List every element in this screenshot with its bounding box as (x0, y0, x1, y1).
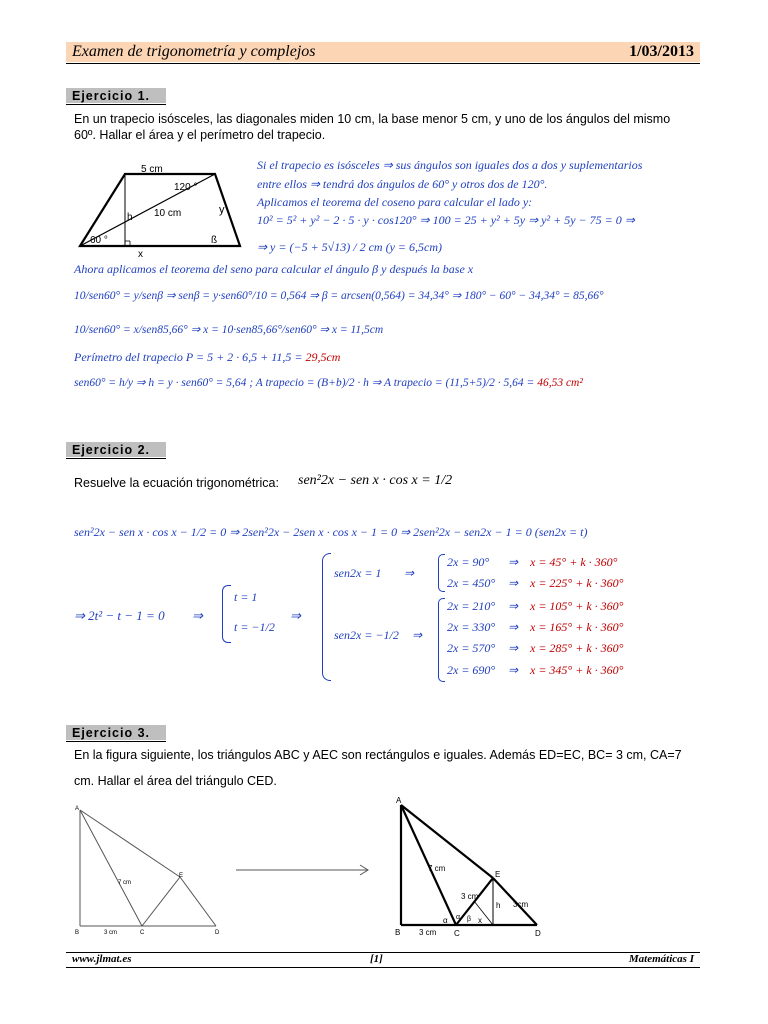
row-eq-2: 2x = 450° (447, 576, 496, 590)
page-header (66, 42, 700, 62)
fig-beta: ß (211, 235, 218, 246)
exercise-1-label: Ejercicio 1. (66, 88, 166, 103)
rows-brace-1 (438, 554, 445, 592)
footer-course: Matemáticas I (628, 953, 694, 965)
fig-top-label: 5 cm (141, 164, 163, 175)
area-result: 46,53 cm² (537, 377, 583, 389)
header-rule (66, 63, 700, 64)
fig-angle-60: 60 ° (90, 235, 108, 246)
exercise-3-label: Ejercicio 3. (66, 725, 166, 740)
area-formula: sen60° = h/y ⇒ h = y · sen60° = 5,64 ; A trapecio = (B+b)/2 · h ⇒ A trapecio = (11,5+5)/2 · 5,64 = (74, 377, 538, 389)
footer-page-number: [1] (370, 953, 383, 965)
right-label-alpha-2: α (456, 914, 461, 921)
exercise-3-line-1: En la figura siguiente, los triángulos ABC y AEC son rectángulos e iguales. Además ED=EC, BC= 3 cm, CA=7 (74, 748, 682, 762)
header-title: Examen de trigonometría y complejos (72, 43, 316, 60)
case-2-arrow: ⇒ (412, 628, 423, 642)
arrow-right-icon (234, 862, 374, 878)
right-label-ca: 7 cm (428, 864, 446, 873)
footer-site-link[interactable]: www.jlmat.es (72, 953, 132, 965)
trapezoid-figure (74, 158, 246, 258)
solution-1-line-3: Aplicamos el teorema del coseno para calcular el lado y: (257, 195, 533, 209)
t-brace (222, 585, 231, 643)
exercise-3-line-2: cm. Hallar el área del triángulo CED. (74, 774, 277, 788)
row-eq-5: 2x = 570° (447, 641, 496, 655)
right-label-alpha: α (443, 916, 448, 925)
row-eq-3: 2x = 210° (447, 599, 496, 613)
right-label-D: D (535, 929, 541, 937)
right-label-x: x (478, 916, 482, 925)
fig-diagonal-label: 10 cm (154, 208, 182, 219)
row-eq-6: 2x = 690° (447, 663, 496, 677)
right-label-A: A (396, 796, 402, 805)
case-1-arrow: ⇒ (404, 566, 415, 580)
implies-arrow: ⇒ (192, 608, 203, 623)
triangles-figure-left (72, 802, 232, 936)
row-sol-5: x = 285° + k · 360° (530, 641, 624, 655)
exercise-1-line-1: En un trapecio isósceles, las diagonales miden 10 cm, la base menor 5 cm, y uno de los ángulos del mismo (74, 112, 671, 126)
perimeter-result: 29,5cm (305, 350, 341, 364)
page-footer (66, 952, 700, 968)
left-label-E: E (179, 873, 184, 879)
solution-1-sine-law: 10/sen60° = y/senβ ⇒ senβ = y·sen60°/10 = 0,564 ⇒ β = arcsen(0,564) = 34,34° ⇒ 180° − 60° − 34,34° = 85,66° (74, 290, 604, 302)
implies-arrow-2: ⇒ (290, 608, 301, 623)
exercise-2-label: Ejercicio 2. (66, 442, 166, 457)
fig-base-x: x (138, 249, 143, 258)
exercise-2-statement: Resuelve la ecuación trigonométrica: (74, 476, 279, 490)
left-label-A: A (75, 806, 80, 812)
row-arrow-5: ⇒ (508, 641, 519, 655)
fig-height-h: h (127, 212, 133, 223)
t-root-1: t = 1 (234, 590, 258, 604)
row-sol-4: x = 165° + k · 360° (530, 620, 624, 634)
exercise-2-equation: sen²2x − sen x · cos x = 1/2 (298, 473, 453, 488)
case-1: sen2x = 1 (334, 566, 382, 580)
solution-1-line-2: entre ellos ⇒ tendrá dos ángulos de 60° y otros dos de 120°. (257, 177, 548, 191)
rows-brace-2 (438, 598, 445, 682)
row-arrow-3: ⇒ (508, 599, 519, 613)
solution-1-area (74, 375, 583, 389)
left-label-C: C (140, 930, 145, 936)
right-label-E: E (495, 870, 501, 879)
solution-1-y-value: ⇒ y = (−5 + 5√13) / 2 cm (y = 6,5cm) (257, 240, 442, 254)
row-arrow-6: ⇒ (508, 663, 519, 677)
solution-1-line-6: Ahora aplicamos el teorema del seno para calcular el ángulo β y después la base x (74, 262, 474, 276)
solution-2-line-1: sen²2x − sen x · cos x − 1/2 = 0 ⇒ 2sen²2x − 2sen x · cos x − 1 = 0 ⇒ 2sen²2x − sen2x − 1 = 0 (sen2x = t) (74, 525, 588, 539)
row-arrow-2: ⇒ (508, 576, 519, 590)
row-eq-4: 2x = 330° (447, 620, 496, 634)
case-2: sen2x = −1/2 (334, 628, 399, 642)
right-label-bc: 3 cm (419, 928, 437, 937)
right-label-h: h (496, 901, 501, 910)
right-label-B: B (395, 928, 401, 937)
row-arrow-1: ⇒ (508, 555, 519, 569)
row-arrow-4: ⇒ (508, 620, 519, 634)
row-sol-6: x = 345° + k · 360° (530, 663, 624, 677)
left-label-D: D (215, 930, 220, 936)
t-root-2: t = −1/2 (234, 620, 275, 634)
left-label-bc: 3 cm (104, 930, 118, 936)
row-sol-2: x = 225° + k · 360° (530, 576, 624, 590)
right-label-ed: 3cm (513, 900, 529, 909)
solution-2-quadratic: ⇒ 2t² − t − 1 = 0 (74, 608, 165, 623)
solution-1-perimeter (74, 350, 340, 365)
right-label-C: C (454, 929, 460, 937)
solution-1-line-1: Si el trapecio es isósceles ⇒ sus ángulos son iguales dos a dos y suplementarios (257, 158, 643, 172)
exercise-1-line-2: 60º. Hallar el área y el perímetro del trapecio. (74, 128, 326, 142)
solution-1-base-x: 10/sen60° = x/sen85,66° ⇒ x = 10·sen85,66°/sen60° ⇒ x = 11,5cm (74, 324, 384, 336)
row-sol-3: x = 105° + k · 360° (530, 599, 624, 613)
fig-side-y: y (219, 204, 225, 216)
fig-angle-120: 120 ° (174, 182, 198, 193)
left-label-B: B (75, 930, 80, 936)
row-sol-1: x = 45° + k · 360° (530, 555, 618, 569)
right-label-ce: 3 cm (461, 892, 479, 901)
right-label-beta: β (467, 916, 472, 923)
triangles-figure-right (392, 795, 542, 937)
header-date: 1/03/2013 (629, 43, 694, 60)
cases-brace (322, 553, 331, 681)
row-eq-1: 2x = 90° (447, 555, 490, 569)
perimeter-formula: Perímetro del trapecio P = 5 + 2 · 6,5 + 11,5 = (74, 350, 306, 364)
left-label-ca: 7 cm (118, 880, 132, 886)
solution-1-cosine-law: 10² = 5² + y² − 2 · 5 · y · cos120° ⇒ 100 = 25 + y² + 5y ⇒ y² + 5y − 75 = 0 ⇒ (257, 213, 635, 227)
